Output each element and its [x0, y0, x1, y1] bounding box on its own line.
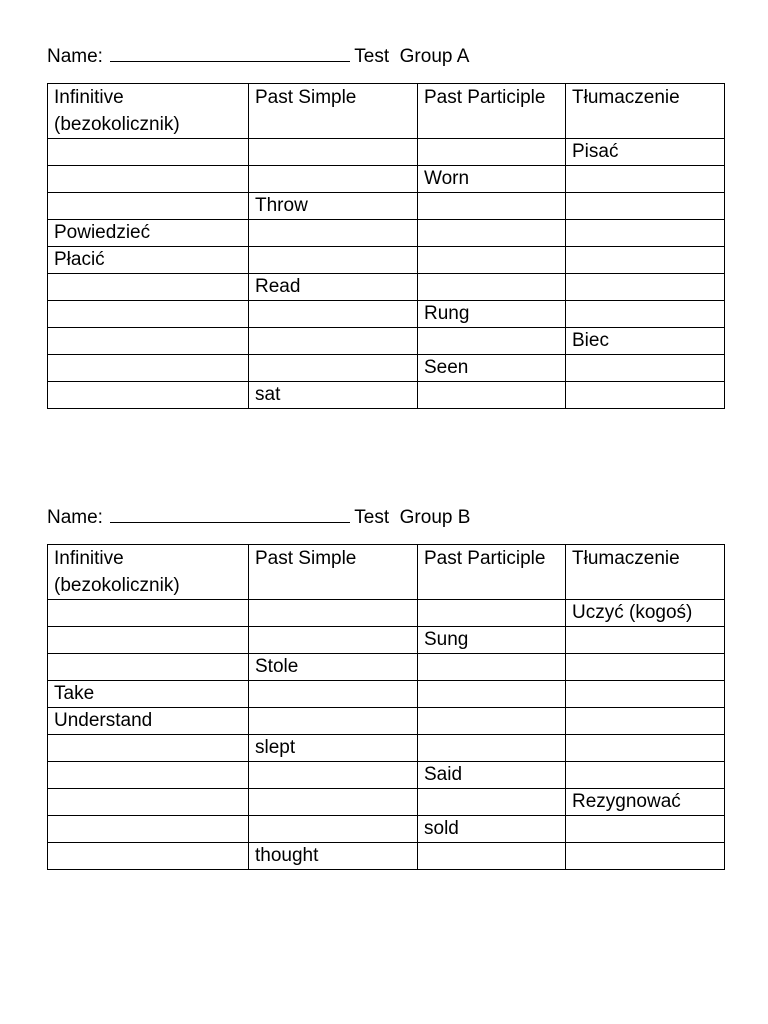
- table-cell[interactable]: [48, 139, 249, 166]
- header-infinitive-line1: Infinitive: [54, 548, 124, 569]
- header-infinitive: [48, 545, 249, 600]
- table-cell[interactable]: [418, 220, 566, 247]
- table-cell[interactable]: [566, 843, 725, 870]
- table-row: [48, 708, 725, 735]
- table-cell[interactable]: [249, 681, 418, 708]
- table-cell[interactable]: [418, 139, 566, 166]
- table-cell[interactable]: [566, 301, 725, 328]
- header-infinitive-line2: (bezokolicznik): [54, 575, 180, 596]
- table-cell[interactable]: sat: [249, 382, 418, 409]
- table-cell[interactable]: [566, 247, 725, 274]
- header-past-simple: Past Simple: [249, 545, 418, 600]
- name-line-group-b: [47, 505, 724, 531]
- header-translation: Tłumaczenie: [566, 545, 725, 600]
- table-row: [48, 627, 725, 654]
- table-cell[interactable]: [566, 274, 725, 301]
- table-cell[interactable]: [418, 247, 566, 274]
- table-cell[interactable]: [566, 708, 725, 735]
- table-cell[interactable]: [566, 220, 725, 247]
- table-cell[interactable]: [48, 654, 249, 681]
- table-cell[interactable]: Powiedzieć: [48, 220, 249, 247]
- table-cell[interactable]: Stole: [249, 654, 418, 681]
- table-cell[interactable]: [249, 328, 418, 355]
- table-cell[interactable]: Sung: [418, 627, 566, 654]
- table-cell[interactable]: Worn: [418, 166, 566, 193]
- table-cell[interactable]: [418, 600, 566, 627]
- table-cell[interactable]: [249, 600, 418, 627]
- table-row: [48, 762, 725, 789]
- table-row: [48, 166, 725, 193]
- table-cell[interactable]: [566, 193, 725, 220]
- table-cell[interactable]: [418, 654, 566, 681]
- table-cell[interactable]: [249, 762, 418, 789]
- table-cell[interactable]: [566, 735, 725, 762]
- table-cell[interactable]: [249, 247, 418, 274]
- header-past-participle: Past Participle: [418, 84, 566, 139]
- table-cell[interactable]: [418, 843, 566, 870]
- test-group-label: Test Group B: [354, 507, 471, 528]
- table-row: [48, 193, 725, 220]
- verb-table-group-b: [47, 544, 725, 870]
- table-cell[interactable]: slept: [249, 735, 418, 762]
- table-cell[interactable]: sold: [418, 816, 566, 843]
- table-row: [48, 789, 725, 816]
- table-cell[interactable]: Pisać: [566, 139, 725, 166]
- table-cell[interactable]: [566, 355, 725, 382]
- test-section-group-b: [47, 505, 724, 866]
- table-row: [48, 274, 725, 301]
- table-cell[interactable]: [418, 193, 566, 220]
- table-header-row: [48, 545, 725, 600]
- table-cell[interactable]: [48, 328, 249, 355]
- verb-table-group-a: [47, 83, 725, 409]
- name-label: Name:: [47, 507, 103, 528]
- table-cell[interactable]: Said: [418, 762, 566, 789]
- table-row: [48, 355, 725, 382]
- name-line-group-a: [47, 44, 724, 70]
- table-cell[interactable]: [48, 355, 249, 382]
- name-blank: [110, 44, 350, 62]
- table-cell[interactable]: Understand: [48, 708, 249, 735]
- table-row: [48, 681, 725, 708]
- table-cell[interactable]: [48, 274, 249, 301]
- table-cell[interactable]: [418, 789, 566, 816]
- table-cell[interactable]: [48, 762, 249, 789]
- header-infinitive: [48, 84, 249, 139]
- table-cell[interactable]: Biec: [566, 328, 725, 355]
- table-cell[interactable]: [249, 816, 418, 843]
- table-cell[interactable]: Seen: [418, 355, 566, 382]
- header-infinitive-line2: (bezokolicznik): [54, 114, 180, 135]
- table-cell[interactable]: [418, 708, 566, 735]
- table-cell[interactable]: [418, 328, 566, 355]
- table-cell[interactable]: [48, 789, 249, 816]
- name-blank: [110, 505, 350, 523]
- table-cell[interactable]: [566, 816, 725, 843]
- table-row: [48, 816, 725, 843]
- table-cell[interactable]: [418, 274, 566, 301]
- table-cell[interactable]: [249, 708, 418, 735]
- table-row: [48, 247, 725, 274]
- table-cell[interactable]: [418, 382, 566, 409]
- table-cell[interactable]: [48, 627, 249, 654]
- header-past-simple: Past Simple: [249, 84, 418, 139]
- table-cell[interactable]: [249, 166, 418, 193]
- table-cell[interactable]: Płacić: [48, 247, 249, 274]
- table-cell[interactable]: [249, 355, 418, 382]
- header-infinitive-line1: Infinitive: [54, 87, 124, 108]
- table-cell[interactable]: [249, 301, 418, 328]
- table-cell[interactable]: [48, 382, 249, 409]
- test-section-group-a: [47, 44, 724, 405]
- table-cell[interactable]: [48, 301, 249, 328]
- table-cell[interactable]: [566, 654, 725, 681]
- table-row: [48, 301, 725, 328]
- table-cell[interactable]: Throw: [249, 193, 418, 220]
- table-cell[interactable]: [566, 762, 725, 789]
- table-row: [48, 654, 725, 681]
- table-row: [48, 328, 725, 355]
- table-cell[interactable]: Uczyć (kogoś): [566, 600, 725, 627]
- table-row: [48, 382, 725, 409]
- name-label: Name:: [47, 46, 103, 67]
- table-row: [48, 139, 725, 166]
- table-cell[interactable]: Take: [48, 681, 249, 708]
- table-cell[interactable]: [48, 193, 249, 220]
- table-cell[interactable]: [48, 843, 249, 870]
- test-group-label: Test Group A: [354, 46, 470, 67]
- table-cell[interactable]: [566, 382, 725, 409]
- table-cell[interactable]: [418, 681, 566, 708]
- table-header-row: [48, 84, 725, 139]
- table-cell[interactable]: Read: [249, 274, 418, 301]
- table-cell[interactable]: [249, 139, 418, 166]
- header-translation: Tłumaczenie: [566, 84, 725, 139]
- table-cell[interactable]: [566, 681, 725, 708]
- table-cell[interactable]: [48, 816, 249, 843]
- table-cell[interactable]: [566, 166, 725, 193]
- table-cell[interactable]: Rung: [418, 301, 566, 328]
- table-cell[interactable]: [566, 627, 725, 654]
- table-cell[interactable]: [249, 627, 418, 654]
- header-past-participle: Past Participle: [418, 545, 566, 600]
- table-cell[interactable]: [48, 735, 249, 762]
- table-row: [48, 220, 725, 247]
- table-cell[interactable]: [418, 735, 566, 762]
- table-cell[interactable]: [249, 789, 418, 816]
- table-cell[interactable]: [48, 600, 249, 627]
- table-row: [48, 600, 725, 627]
- table-cell[interactable]: Rezygnować: [566, 789, 725, 816]
- table-row: [48, 843, 725, 870]
- table-row: [48, 735, 725, 762]
- table-cell[interactable]: [48, 166, 249, 193]
- table-cell[interactable]: [249, 220, 418, 247]
- table-cell[interactable]: thought: [249, 843, 418, 870]
